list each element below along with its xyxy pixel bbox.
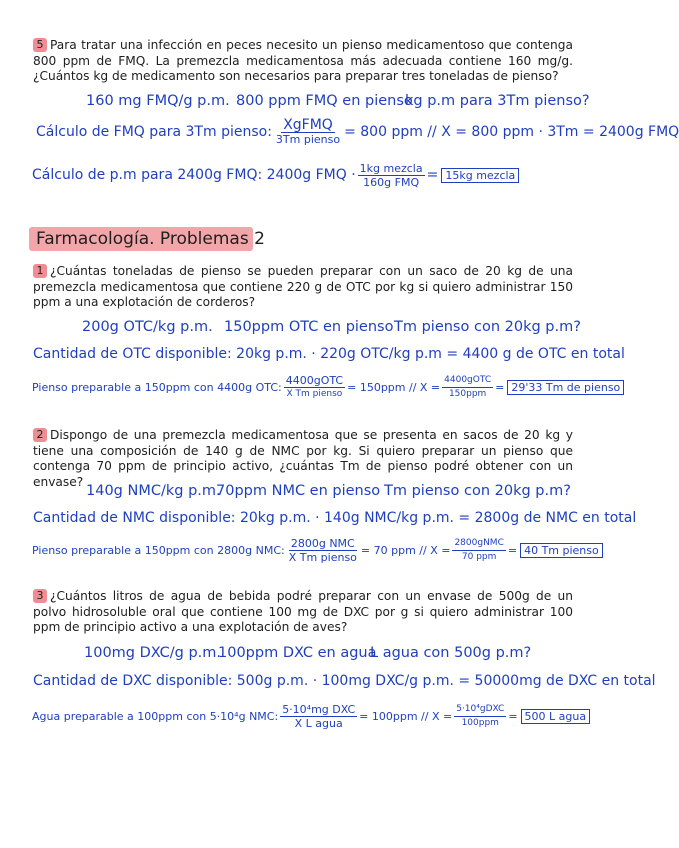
result-box: 500 L agua [521,709,591,724]
problem-text: ¿Cuántos litros de agua de bebida podré preparar con un envase de 500g de un polvo hidrosoluble oral que contiene 100 mg de DXC por g si quiero administrar 100 ppm de principio activo a una explotación de aves? [33,589,573,634]
fraction [287,537,359,564]
calc-text: = 800 ppm // X = 800 ppm · 3Tm = 2400g FMQ [344,124,679,140]
data-item: L agua con 500g p.m? [370,645,532,661]
fraction-numerator: 4400gOTC [442,374,493,388]
calc-label: Pienso preparable a 150ppm con 2800g NMC: [32,543,285,557]
fraction-numerator: XgFMQ [283,116,333,133]
problem-2-statement [33,428,573,490]
problem-number-badge: 1 [33,264,47,278]
fraction-denominator: 150ppm [448,388,487,399]
fraction [442,374,493,401]
problem-number-badge: 5 [33,38,47,52]
data-item: 100mg DXC/g p.m. [84,645,222,661]
fraction-denominator: 70 ppm [461,551,497,562]
calculation-line [32,700,590,732]
calculation-line [32,535,603,565]
calc-label: Cálculo de FMQ para 3Tm pienso: [36,124,272,140]
fraction-numerator: 4400gOTC [285,373,344,387]
result-box: 29'33 Tm de pienso [507,380,624,395]
data-item: 200g OTC/kg p.m. [82,319,213,335]
section-title: Farmacología. Problemas 2 [36,229,265,249]
problem-1-statement [33,264,573,311]
data-item: 150ppm OTC en pienso [224,319,394,335]
calc-text: = [426,167,439,183]
calc-label: Agua preparable a 100ppm con 5·10⁴g NMC: [32,709,279,723]
problem-text: Para tratar una infección en peces necesito un pienso medicamentoso que contenga 800 ppm de FMQ. La premezcla medicamentosa más adecuada contiene 160 mg/g. ¿Cuántos kg de medicamento son necesarios para preparar tres toneladas de pienso? [33,38,573,83]
calc-text: = 150ppm // X = [347,380,441,394]
problem-text: Dispongo de una premezcla medicamentosa que se presenta en sacos de 20 kg y tiene una composición de 140 g de NMC por kg. Si quiero preparar un pienso que contenga 70 ppm de principio activo, ¿cuántas Tm de pienso podré obtener con un envase? [33,428,573,489]
data-item: 140g NMC/kg p.m. [86,483,221,499]
calc-text: = [508,709,518,723]
calc-label: Cálculo de p.m para 2400g FMQ: 2400g FMQ · [32,167,356,183]
fraction-numerator: 5·10⁴mg DXC [282,702,356,716]
calc-text: = 70 ppm // X = [360,543,451,557]
problem-number-badge: 2 [33,428,47,442]
calc-text: = 100ppm // X = [359,709,453,723]
data-item: 100ppm DXC en agua [218,645,377,661]
data-item: kg p.m para 3Tm pienso? [405,93,590,109]
data-item: Tm pienso con 20kg p.m? [394,319,581,335]
fraction-numerator: 1kg mezcla [359,161,423,175]
result-box: 15kg mezcla [441,168,519,183]
calc-text: = [507,543,518,557]
fraction-numerator: 2800g NMC [290,536,355,550]
fraction-denominator: 100ppm [461,717,499,728]
calc-label: Pienso preparable a 150ppm con 4400g OTC: [32,380,282,394]
fraction [284,374,345,401]
problem-3-statement [33,589,573,636]
calculation-line: Cantidad de OTC disponible: 20kg p.m. · 220g OTC/kg p.m = 4400 g de OTC en total [33,346,625,362]
calc-text: = [495,380,505,394]
problem-5-statement [33,38,573,85]
fraction-denominator: X Tm pienso [288,550,357,564]
calculation-line: Cantidad de DXC disponible: 500g p.m. · 100mg DXC/g p.m. = 50000mg de DXC en total [33,673,656,689]
calculation-line [36,114,679,150]
fraction-denominator: X Tm pienso [286,388,343,399]
fraction [452,537,505,564]
calculation-line [32,372,624,402]
data-item: 160 mg FMQ/g p.m. [86,93,230,109]
fraction-numerator: 5·10⁴gDXC [454,703,506,717]
fraction-denominator: X L agua [294,716,343,730]
data-item: 800 ppm FMQ en pienso [236,93,413,109]
calculation-line [32,158,519,192]
data-item: 70ppm NMC en pienso [216,483,381,499]
fraction-denominator: 3Tm pienso [275,132,341,146]
result-box: 40 Tm pienso [520,543,603,558]
fraction-numerator: 2800gNMC [452,537,505,551]
problem-text: ¿Cuántas toneladas de pienso se pueden preparar con un saco de 20 kg de una premezcla medicamentosa que contiene 220 g de OTC por kg si quiero administrar 150 ppm a una explotación de corderos? [33,264,573,309]
fraction [280,703,357,730]
fraction [358,162,425,189]
calculation-line: Cantidad de NMC disponible: 20kg p.m. · 140g NMC/kg p.m. = 2800g de NMC en total [33,510,637,526]
problem-number-badge: 3 [33,589,47,603]
data-item: Tm pienso con 20kg p.m? [384,483,571,499]
fraction [454,703,506,730]
fraction-denominator: 160g FMQ [363,175,420,189]
fraction [274,116,342,146]
